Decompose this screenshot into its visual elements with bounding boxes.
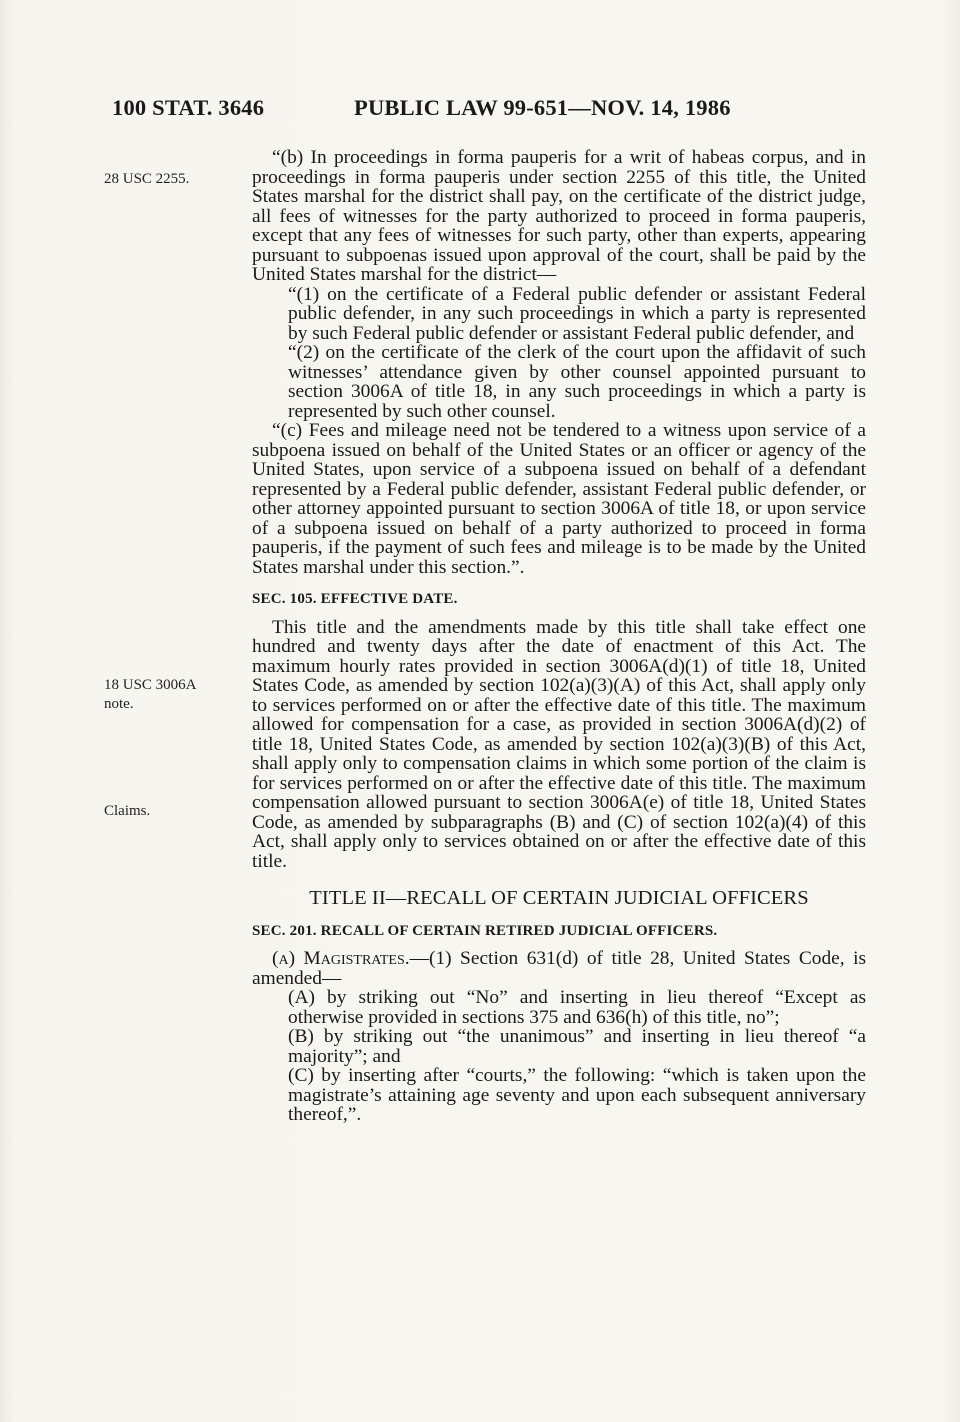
list-item-2: “(2) on the certificate of the clerk of the court upon the affidavit of such witnesses’ attendance given by other counsel appointed pursuant to section 3006A of title 18, in any such proceedings in which a party is represented by such other counsel.	[288, 342, 866, 422]
list-item-1: “(1) on the certificate of a Federal public defender or assistant Federal public defender, in any such proceedings in which a party is represented by such Federal public defender or assistant Federal public defender, and	[288, 283, 866, 344]
magistrates-label: (a) Magistrates.	[272, 948, 410, 969]
paragraph-c: “(c) Fees and mileage need not be tendered to a witness upon service of a subpoena issued on behalf of the United States or an officer or agency of the United States, upon service of a subpoena issued on behalf of a defendant represented by a Federal public defender, assistant Federal public defender, or other attorney appointed pursuant to section 3006A of title 18, or upon service of a subpoena issued on behalf of a party authorized to proceed in forma pauperis, if the payment of such fees and mileage is to be made by the United States marshal under this section.”.	[252, 420, 866, 578]
margin-note-claims: Claims.	[104, 803, 151, 819]
margin-note-18-usc	[104, 676, 197, 714]
paragraph-b: “(b) In proceedings in forma pauperis for a writ of habeas corpus, and in proceedings in forma pauperis under section 2255 of this title, the United States marshal for the district shall pay, on the certificate of the district judge, all fees of witnesses for the party authorized to proceed in forma pauperis, except that any fees of witnesses for such party, other than experts, appearing pursuant to subpoenas issued upon approval of the court, shall be paid by the United States marshal for the district—	[252, 147, 866, 285]
margin-note-18-usc-line2: note.	[104, 696, 134, 712]
section-105-text: This title and the amendments made by this title shall take effect one hundred and twenty days after the date of enactment of this Act. The maximum hourly rates provided in section 3006A(d)(1) of title 18, United States Code, as amended by section 102(a)(3)(A) of this Act, shall apply only to services performed on or after the effective date of this title. The maximum allowed for compensation for a case, as provided in section 3006A(d)(2) of title 18, United States Code, as amended by section 102(a)(3)(B) of this Act, shall apply only to compensation claims in which some portion of the claim is for services performed on or after the effective date of this title. The maximum compensation allowed pursuant to section 3006A(e) of title 18, United States Code, as amended by subparagraphs (B) and (C) of section 102(a)(4) of this Act, shall apply only to services obtained on or after the effective date of this title.	[252, 616, 866, 872]
margin-note-28-usc: 28 USC 2255.	[104, 171, 190, 187]
document-body	[252, 148, 866, 1125]
subparagraph-b: (B) by striking out “the unanimous” and inserting in lieu thereof “a majority”; and	[288, 1026, 866, 1067]
section-201-a	[252, 949, 866, 988]
margin-note-18-usc-line1: 18 USC 3006A	[104, 677, 197, 693]
subparagraph-c: (C) by inserting after “courts,” the following: “which is taken upon the magistrate’s attaining age seventy and upon each subsequent anniversary thereof,”.	[288, 1065, 866, 1125]
title-ii-heading: TITLE II—RECALL OF CERTAIN JUDICIAL OFFICERS	[309, 887, 809, 909]
section-201-heading: SEC. 201. RECALL OF CERTAIN RETIRED JUDICIAL OFFICERS.	[252, 922, 718, 939]
subparagraph-a: (A) by striking out “No” and inserting in lieu thereof “Except as otherwise provided in sections 375 and 636(h) of this title, no”;	[288, 987, 866, 1028]
stat-page-number: 100 STAT. 3646	[112, 95, 265, 120]
section-105-heading: SEC. 105. EFFECTIVE DATE.	[252, 591, 458, 607]
public-law-citation: PUBLIC LAW 99-651—NOV. 14, 1986	[354, 95, 731, 120]
section-201-a-text: —(1) Section 631(d) of title 28, United States Code, is amended—	[252, 948, 867, 989]
